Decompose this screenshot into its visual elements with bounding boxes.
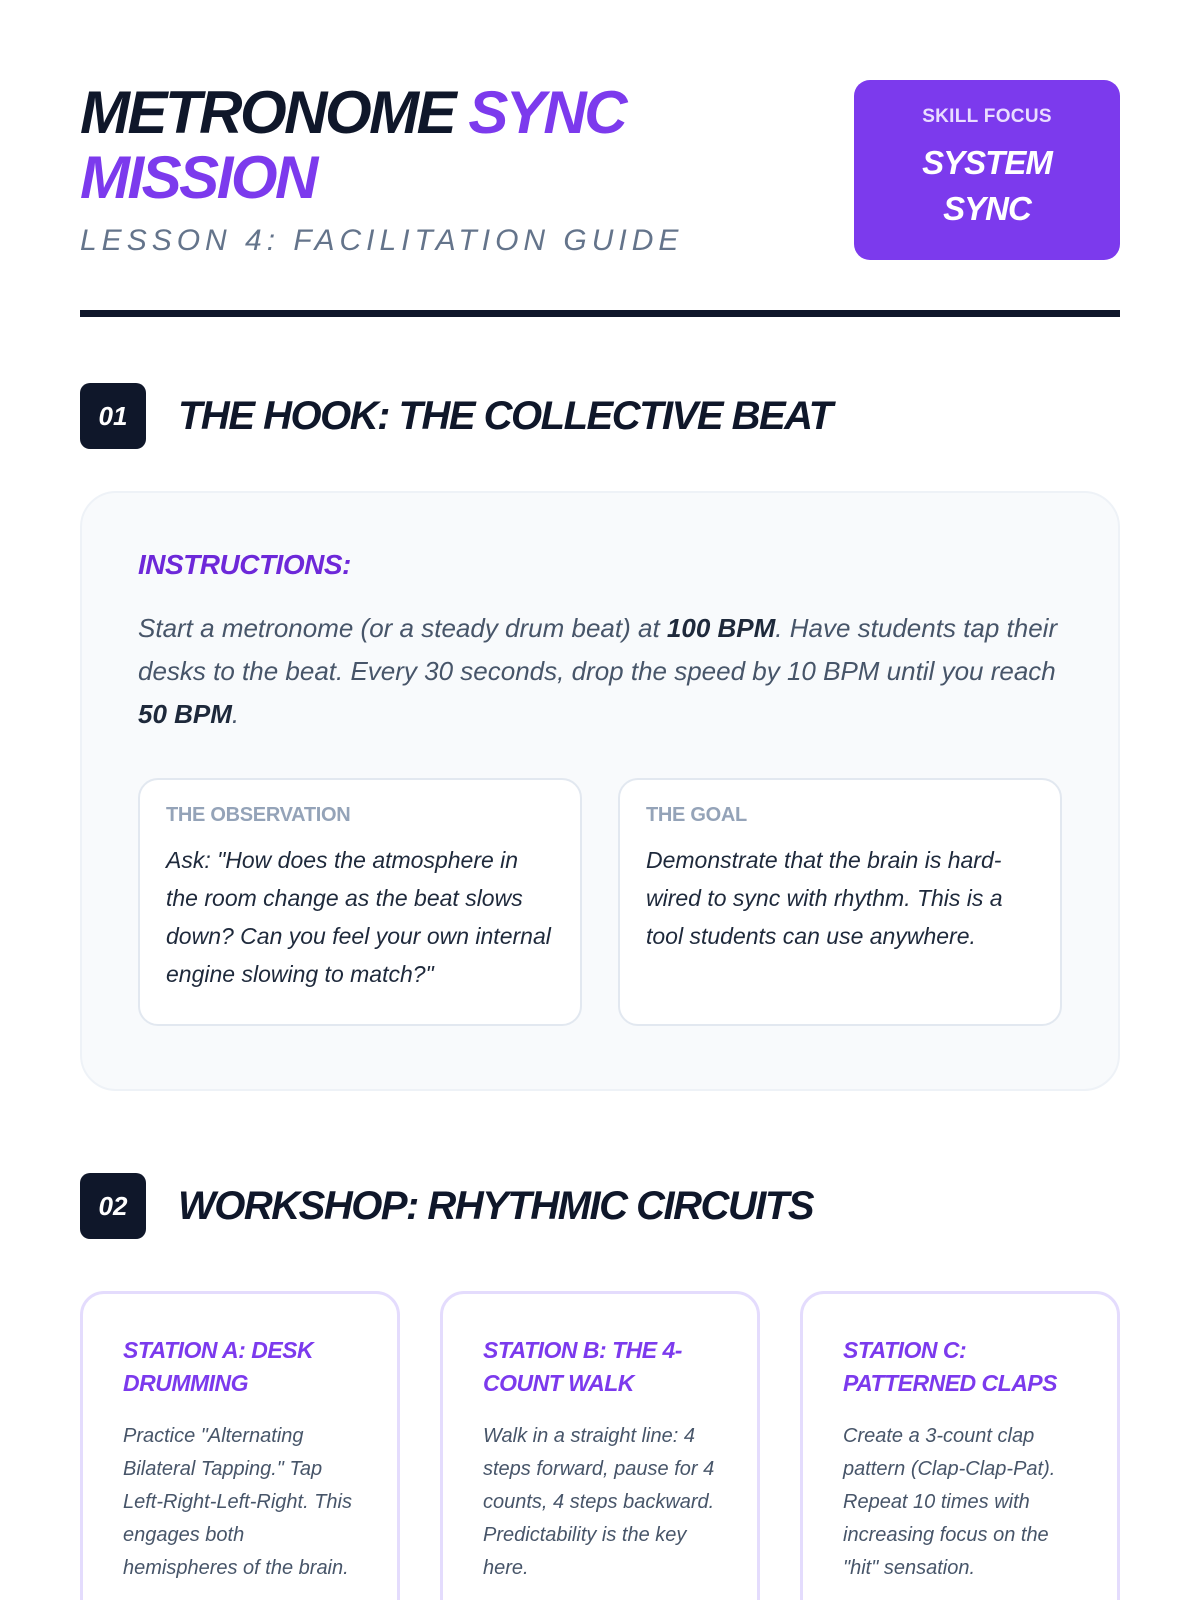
observation-label: THE OBSERVATION	[166, 804, 351, 826]
instructions-heading: INSTRUCTIONS:	[138, 549, 351, 580]
section-hook-header	[80, 383, 1120, 449]
section-number-badge: 02	[80, 1173, 146, 1239]
skill-focus-label: SKILL FOCUS	[922, 106, 1052, 127]
station-text: Create a 3-count clap pattern (Clap-Clap-Pat). Repeat 10 times with increasing focus on the "hit" sensation.	[843, 1425, 1056, 1579]
section-workshop-header	[80, 1173, 1120, 1239]
title-part-sync: SYNC	[468, 79, 626, 146]
goal-text: Demonstrate that the brain is hard-wired to sync with rhythm. This is a tool students can use anywhere.	[646, 847, 1003, 949]
instructions-text	[138, 607, 1058, 736]
instructions-text-part: . Have students tap their desks to the beat. Every 30 seconds, drop the speed by 10 BPM until you reach	[138, 613, 1058, 686]
goal-card	[618, 778, 1062, 1026]
hook-panel	[80, 491, 1120, 1091]
page-subtitle: LESSON 4: FACILITATION GUIDE	[80, 224, 684, 257]
instructions-text-part: .	[231, 699, 240, 729]
bpm-end-value: 50 BPM	[138, 699, 232, 729]
station-card-b	[440, 1291, 760, 1600]
page-title	[80, 80, 800, 210]
station-card-c	[800, 1291, 1120, 1600]
station-title: STATION A: DESK DRUMMING	[123, 1337, 314, 1396]
hook-subcards	[138, 778, 1062, 1026]
title-part-metronome: METRONOME	[80, 79, 455, 146]
skill-focus-value: SYSTEM SYNC	[922, 144, 1052, 227]
station-text: Walk in a straight line: 4 steps forward, pause for 4 counts, 4 steps backward. Predictability is the key here.	[483, 1425, 715, 1579]
bpm-start-value: 100 BPM	[666, 613, 776, 643]
page-header	[80, 80, 1120, 310]
title-block	[80, 80, 800, 258]
station-title: STATION C: PATTERNED CLAPS	[843, 1337, 1057, 1396]
header-divider	[80, 310, 1120, 317]
goal-label: THE GOAL	[646, 804, 747, 826]
station-card-a	[80, 1291, 400, 1600]
station-text: Practice "Alternating Bilateral Tapping." Tap Left-Right-Left-Right. This engages both hemispheres of the brain.	[123, 1425, 352, 1579]
skill-focus-card	[854, 80, 1120, 260]
instructions-text-part: Start a metronome (or a steady drum beat) at	[138, 613, 667, 643]
title-part-mission: MISSION	[80, 144, 316, 211]
section-title: WORKSHOP: RHYTHMIC CIRCUITS	[178, 1183, 814, 1228]
section-number-badge: 01	[80, 383, 146, 449]
observation-text: Ask: "How does the atmosphere in the room change as the beat slows down? Can you feel your own internal engine slowing to match?"	[166, 847, 551, 987]
station-title: STATION B: THE 4-COUNT WALK	[483, 1337, 682, 1396]
observation-card	[138, 778, 582, 1026]
section-title: THE HOOK: THE COLLECTIVE BEAT	[178, 393, 832, 438]
stations-row	[80, 1291, 1120, 1600]
